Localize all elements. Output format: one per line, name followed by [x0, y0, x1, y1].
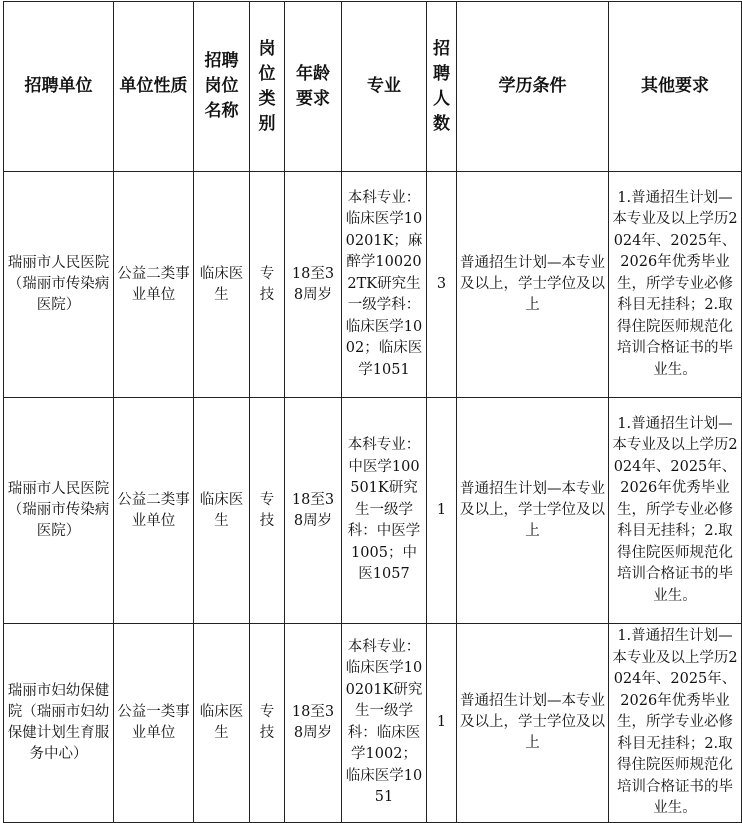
- table-row: [4, 172, 742, 398]
- header-other: 其他要求: [609, 2, 742, 172]
- cell-nature: 公益二类事业单位: [114, 398, 194, 624]
- cell-unit: 瑞丽市人民医院（瑞丽市传染病医院）: [4, 172, 114, 398]
- header-row: [4, 2, 742, 172]
- header-nature: 单位性质: [114, 2, 194, 172]
- cell-post-name: 临床医生: [194, 172, 250, 398]
- cell-education: 普通招生计划—本专业及以上，学士学位及以上: [457, 172, 609, 398]
- header-post-name: 招聘岗位名称: [194, 2, 250, 172]
- table-row: [4, 398, 742, 624]
- header-education: 学历条件: [457, 2, 609, 172]
- header-post-type: 岗位类别: [250, 2, 285, 172]
- recruitment-table: [3, 1, 742, 823]
- cell-other: 1.普通招生计划—本专业及以上学历2024年、2025年、2026年优秀毕业生，所学专业必修科目无挂科；2.取得住院医师规范化培训合格证书的毕业生。: [609, 172, 742, 398]
- cell-education: 普通招生计划—本专业及以上，学士学位及以上: [457, 624, 609, 823]
- cell-other: 1.普通招生计划—本专业及以上学历2024年、2025年、2026年优秀毕业生，所学专业必修科目无挂科；2.取得住院医师规范化培训合格证书的毕业生。: [609, 398, 742, 624]
- cell-major: 本科专业：中医学100501K研究生一级学科：中医学1005；中医1057: [342, 398, 427, 624]
- header-unit: 招聘单位: [4, 2, 114, 172]
- cell-unit: 瑞丽市妇幼保健院（瑞丽市妇幼保健计划生育服务中心）: [4, 624, 114, 823]
- cell-unit: 瑞丽市人民医院（瑞丽市传染病医院）: [4, 398, 114, 624]
- cell-post-name: 临床医生: [194, 624, 250, 823]
- cell-nature: 公益二类事业单位: [114, 172, 194, 398]
- cell-count: 1: [427, 624, 457, 823]
- header-age: 年龄要求: [285, 2, 342, 172]
- cell-age: 18至38周岁: [285, 398, 342, 624]
- cell-age: 18至38周岁: [285, 172, 342, 398]
- cell-count: 3: [427, 172, 457, 398]
- cell-post-name: 临床医生: [194, 398, 250, 624]
- header-count: 招聘人数: [427, 2, 457, 172]
- cell-age: 18至38周岁: [285, 624, 342, 823]
- cell-major: 本科专业：临床医学100201K；麻醉学100202TK研究生一级学科：临床医学1002；临床医学1051: [342, 172, 427, 398]
- cell-nature: 公益一类事业单位: [114, 624, 194, 823]
- cell-education: 普通招生计划—本专业及以上，学士学位及以上: [457, 398, 609, 624]
- cell-other: 1.普通招生计划—本专业及以上学历2024年、2025年、2026年优秀毕业生，所学专业必修科目无挂科；2.取得住院医师规范化培训合格证书的毕业生。: [609, 624, 742, 823]
- cell-post-type: 专技: [250, 172, 285, 398]
- header-major: 专业: [342, 2, 427, 172]
- table-row: [4, 624, 742, 823]
- cell-post-type: 专技: [250, 624, 285, 823]
- cell-count: 1: [427, 398, 457, 624]
- cell-major: 本科专业：临床医学100201K研究生一级学科：临床医学1002；临床医学1051: [342, 624, 427, 823]
- cell-post-type: 专技: [250, 398, 285, 624]
